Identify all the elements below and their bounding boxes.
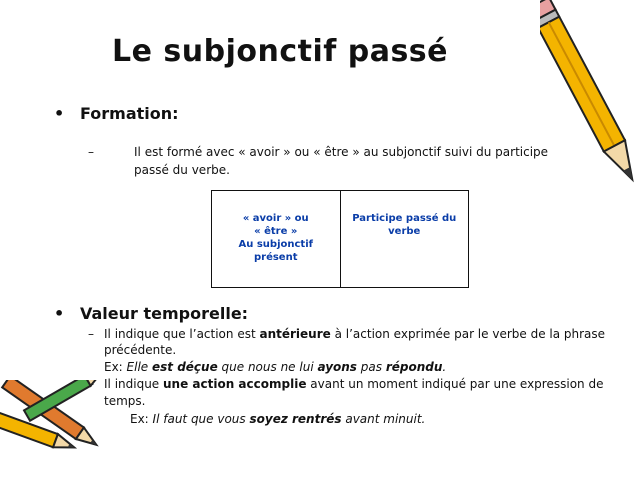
valeur-item2-line2: temps. [104, 394, 146, 408]
emphasis-text: répondu [385, 360, 443, 374]
text-run: Il indique [104, 377, 163, 391]
valeur-item1-line1 [104, 326, 605, 342]
formation-table [211, 190, 469, 288]
text-run: pas [356, 360, 386, 374]
valeur-item2-example [130, 411, 425, 427]
emphasis-text: soyez rentrés [249, 412, 342, 426]
valeur-item1-example [104, 359, 446, 375]
table-text: Participe passé du [352, 213, 457, 224]
text-run: que nous ne lui [217, 360, 318, 374]
table-text: « avoir » ou [242, 213, 309, 224]
text-run: . [442, 360, 447, 374]
emphasis-text: ayons [317, 360, 357, 374]
slide-title: Le subjonctif passé [111, 34, 449, 69]
valeur-heading: Valeur temporelle: [80, 304, 249, 323]
table-cell-auxiliary [212, 191, 340, 287]
text-run: avant un moment indiqué par une expression de [306, 377, 604, 391]
text-run: avant minuit. [341, 412, 426, 426]
emphasis-text: une action accomplie [163, 377, 307, 391]
dash-marker: – [88, 145, 94, 159]
bullet-formation [54, 104, 179, 123]
valeur-item1-line2: précédente. [104, 343, 177, 357]
table-text: Au subjonctif [238, 239, 313, 250]
bullet-valeur [54, 304, 249, 323]
example-label: Ex: [130, 412, 153, 426]
pencil-icon [0, 380, 140, 480]
bullet-dot: • [54, 104, 65, 123]
text-run: Il indique que l’action est [104, 327, 260, 341]
table-cell-participle [340, 191, 469, 287]
text-run: Elle [126, 360, 152, 374]
example-label: Ex: [104, 360, 127, 374]
table-text: « être » [254, 226, 298, 237]
emphasis-text: est déçue [152, 360, 218, 374]
pencil-icon [540, 0, 640, 200]
text-run: à l’action exprimée par le verbe de la phrase [330, 327, 606, 341]
valeur-item2-line1 [104, 376, 603, 392]
formation-line-2: passé du verbe. [134, 163, 230, 177]
text-run: Il faut que vous [152, 412, 250, 426]
formation-line-1: Il est formé avec « avoir » ou « être » au subjonctif suivi du participe [134, 145, 549, 159]
bullet-dot: • [54, 304, 65, 323]
formation-heading: Formation: [80, 104, 179, 123]
table-text: verbe [388, 226, 421, 237]
dash-marker: – [88, 327, 94, 341]
emphasis-text: antérieure [259, 327, 331, 341]
table-text: présent [253, 252, 298, 263]
